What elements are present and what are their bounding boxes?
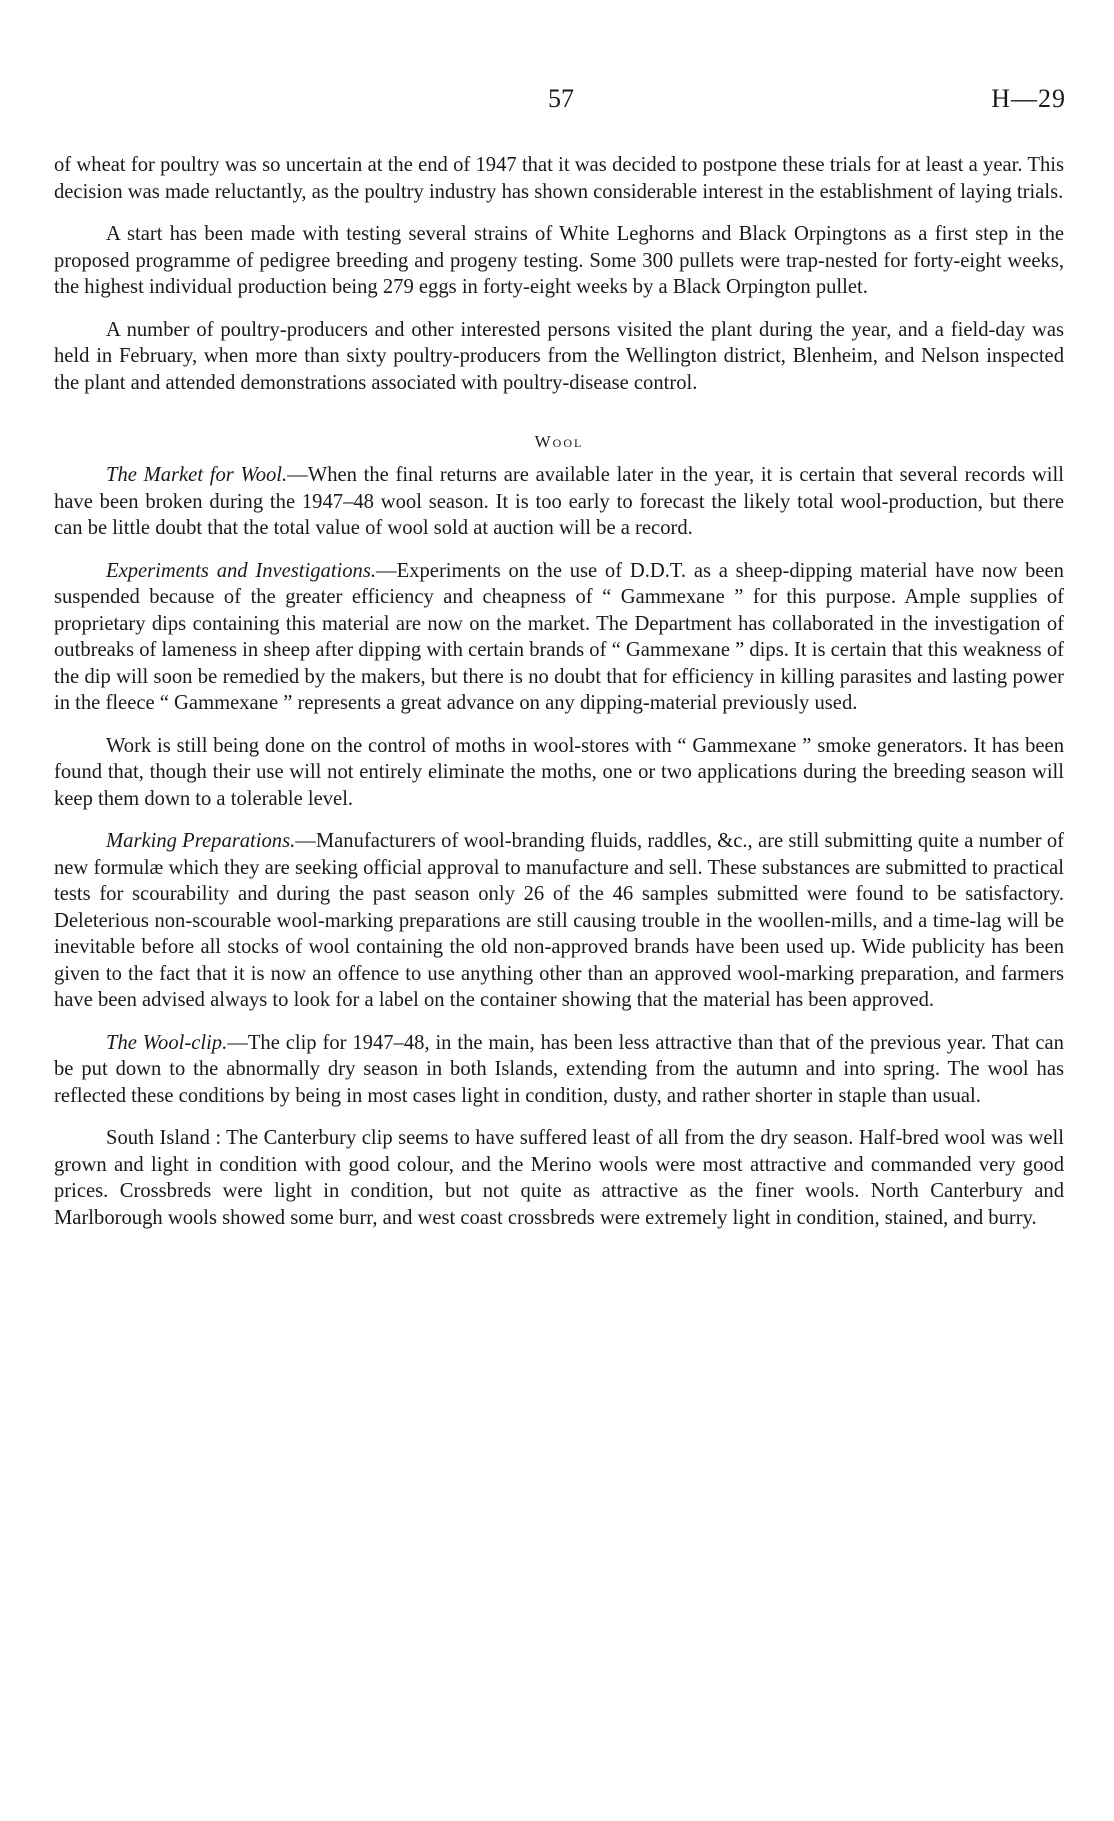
- paragraph-experiments: [54, 558, 1064, 717]
- paragraph-wool-clip: [54, 1030, 1064, 1110]
- report-code: H—29: [991, 84, 1066, 113]
- paragraph-text-market: —When the final returns are available later in the year, it is certain that several records will have been broken during the 1947–48 wool season. It is too early to forecast the likely total wool-production, but there can be little doubt that the total value of wool sold at auction will be a record.: [54, 464, 1064, 539]
- run-in-title-experiments: Experiments and Investigations.: [106, 559, 377, 582]
- paragraph-text-woolclip: —The clip for 1947–48, in the main, has been less attractive than that of the previous year. That can be put down to the abnormally dry season in both Islands, extending from the autumn and into spring. The wool has reflected these conditions by being in most cases light in condition, dusty, and rather shorter in staple than usual.: [54, 1031, 1064, 1107]
- section-heading-wool: Wool: [534, 432, 584, 451]
- page-header: [0, 84, 1114, 118]
- paragraph-text-experiments: —Experiments on the use of D.D.T. as a sheep-dipping material have now been suspended because of the greater efficiency and cheapness of “ Gammexane ” for this purpose. Ample supplies of proprietary dips containing this material are now on the market. The Department has collaborated in the investigation of outbreaks of lameness in sheep after dipping with certain brands of “ Gammexane ” dips. It is certain that this weakness of the dip will soon be remedied by the makers, but there is no doubt that for efficiency in killing parasites and lasting power in the fleece “ Gammexane ” represents a great advance on any dipping-material previously used.: [54, 559, 1064, 714]
- paragraph-field-day: A number of poultry-producers and other interested persons visited the plant during the year, and a field-day was held in February, when more than sixty poultry-producers from the Wellington district, Blenheim, and Nelson inspected the plant and attended demonstrations associated with poultry-disease control.: [54, 318, 1064, 394]
- paragraph-south-island: South Island : The Canterbury clip seems to have suffered least of all from the dry season. Half-bred wool was well grown and light in condition with good colour, and the Merino wools were most attractive and commanded very good prices. Crossbreds were light in condition, but not quite as attractive as the finer wools. North Canterbury and Marlborough wools showed some burr, and west coast crossbreds were extremely light in condition, stained, and burry.: [54, 1127, 1064, 1229]
- paragraph-poultry-trials: of wheat for poultry was so uncertain at the end of 1947 that it was decided to postpone these trials for at least a year. This decision was made reluctantly, as the poultry industry has shown considerable interest in the establishment of laying trials.: [54, 154, 1064, 203]
- page-body: [54, 152, 1064, 1247]
- paragraph-market-for-wool: [54, 462, 1064, 542]
- paragraph-pedigree-testing: A start has been made with testing several strains of White Leghorns and Black Orpingtons as a first step in the proposed programme of pedigree breeding and progeny testing. Some 300 pullets were trap-nested for forty-eight weeks, the highest individual production being 279 eggs in forty-eight weeks by a Black Orpington pullet.: [54, 223, 1064, 298]
- paragraph-text-marking: —Manufacturers of wool-branding fluids, raddles, &c., are still submitting quite a number of new formulæ which they are seeking official approval to manufacture and sell. These substances are submitted to practical tests for scourability and during the past season only 26 of the 46 samples submitted were found to be satisfactory. Deleterious non-scourable wool-marking preparations are still causing trouble in the woollen-mills, and a time-lag will be inevitable before all stocks of wool containing the old non-approved brands have been used up. Wide publicity has been given to the fact that it is now an offence to use anything other than an approved wool-marking preparation, and farmers have been advised always to look for a label on the container showing that the material has been approved.: [54, 830, 1064, 1011]
- paragraph-moths: Work is still being done on the control of moths in wool-stores with “ Gammexane ” smoke generators. It has been found that, though their use will not entirely eliminate the moths, one or two applications during the breeding season will keep them down to a tolerable level.: [54, 734, 1064, 810]
- run-in-title-market: The Market for Wool.: [106, 464, 288, 486]
- paragraph-marking-preparations: [54, 828, 1064, 1014]
- run-in-title-woolclip: The Wool-clip.: [106, 1031, 228, 1054]
- page-number: 57: [548, 84, 574, 113]
- run-in-title-marking: Marking Preparations.: [106, 830, 296, 852]
